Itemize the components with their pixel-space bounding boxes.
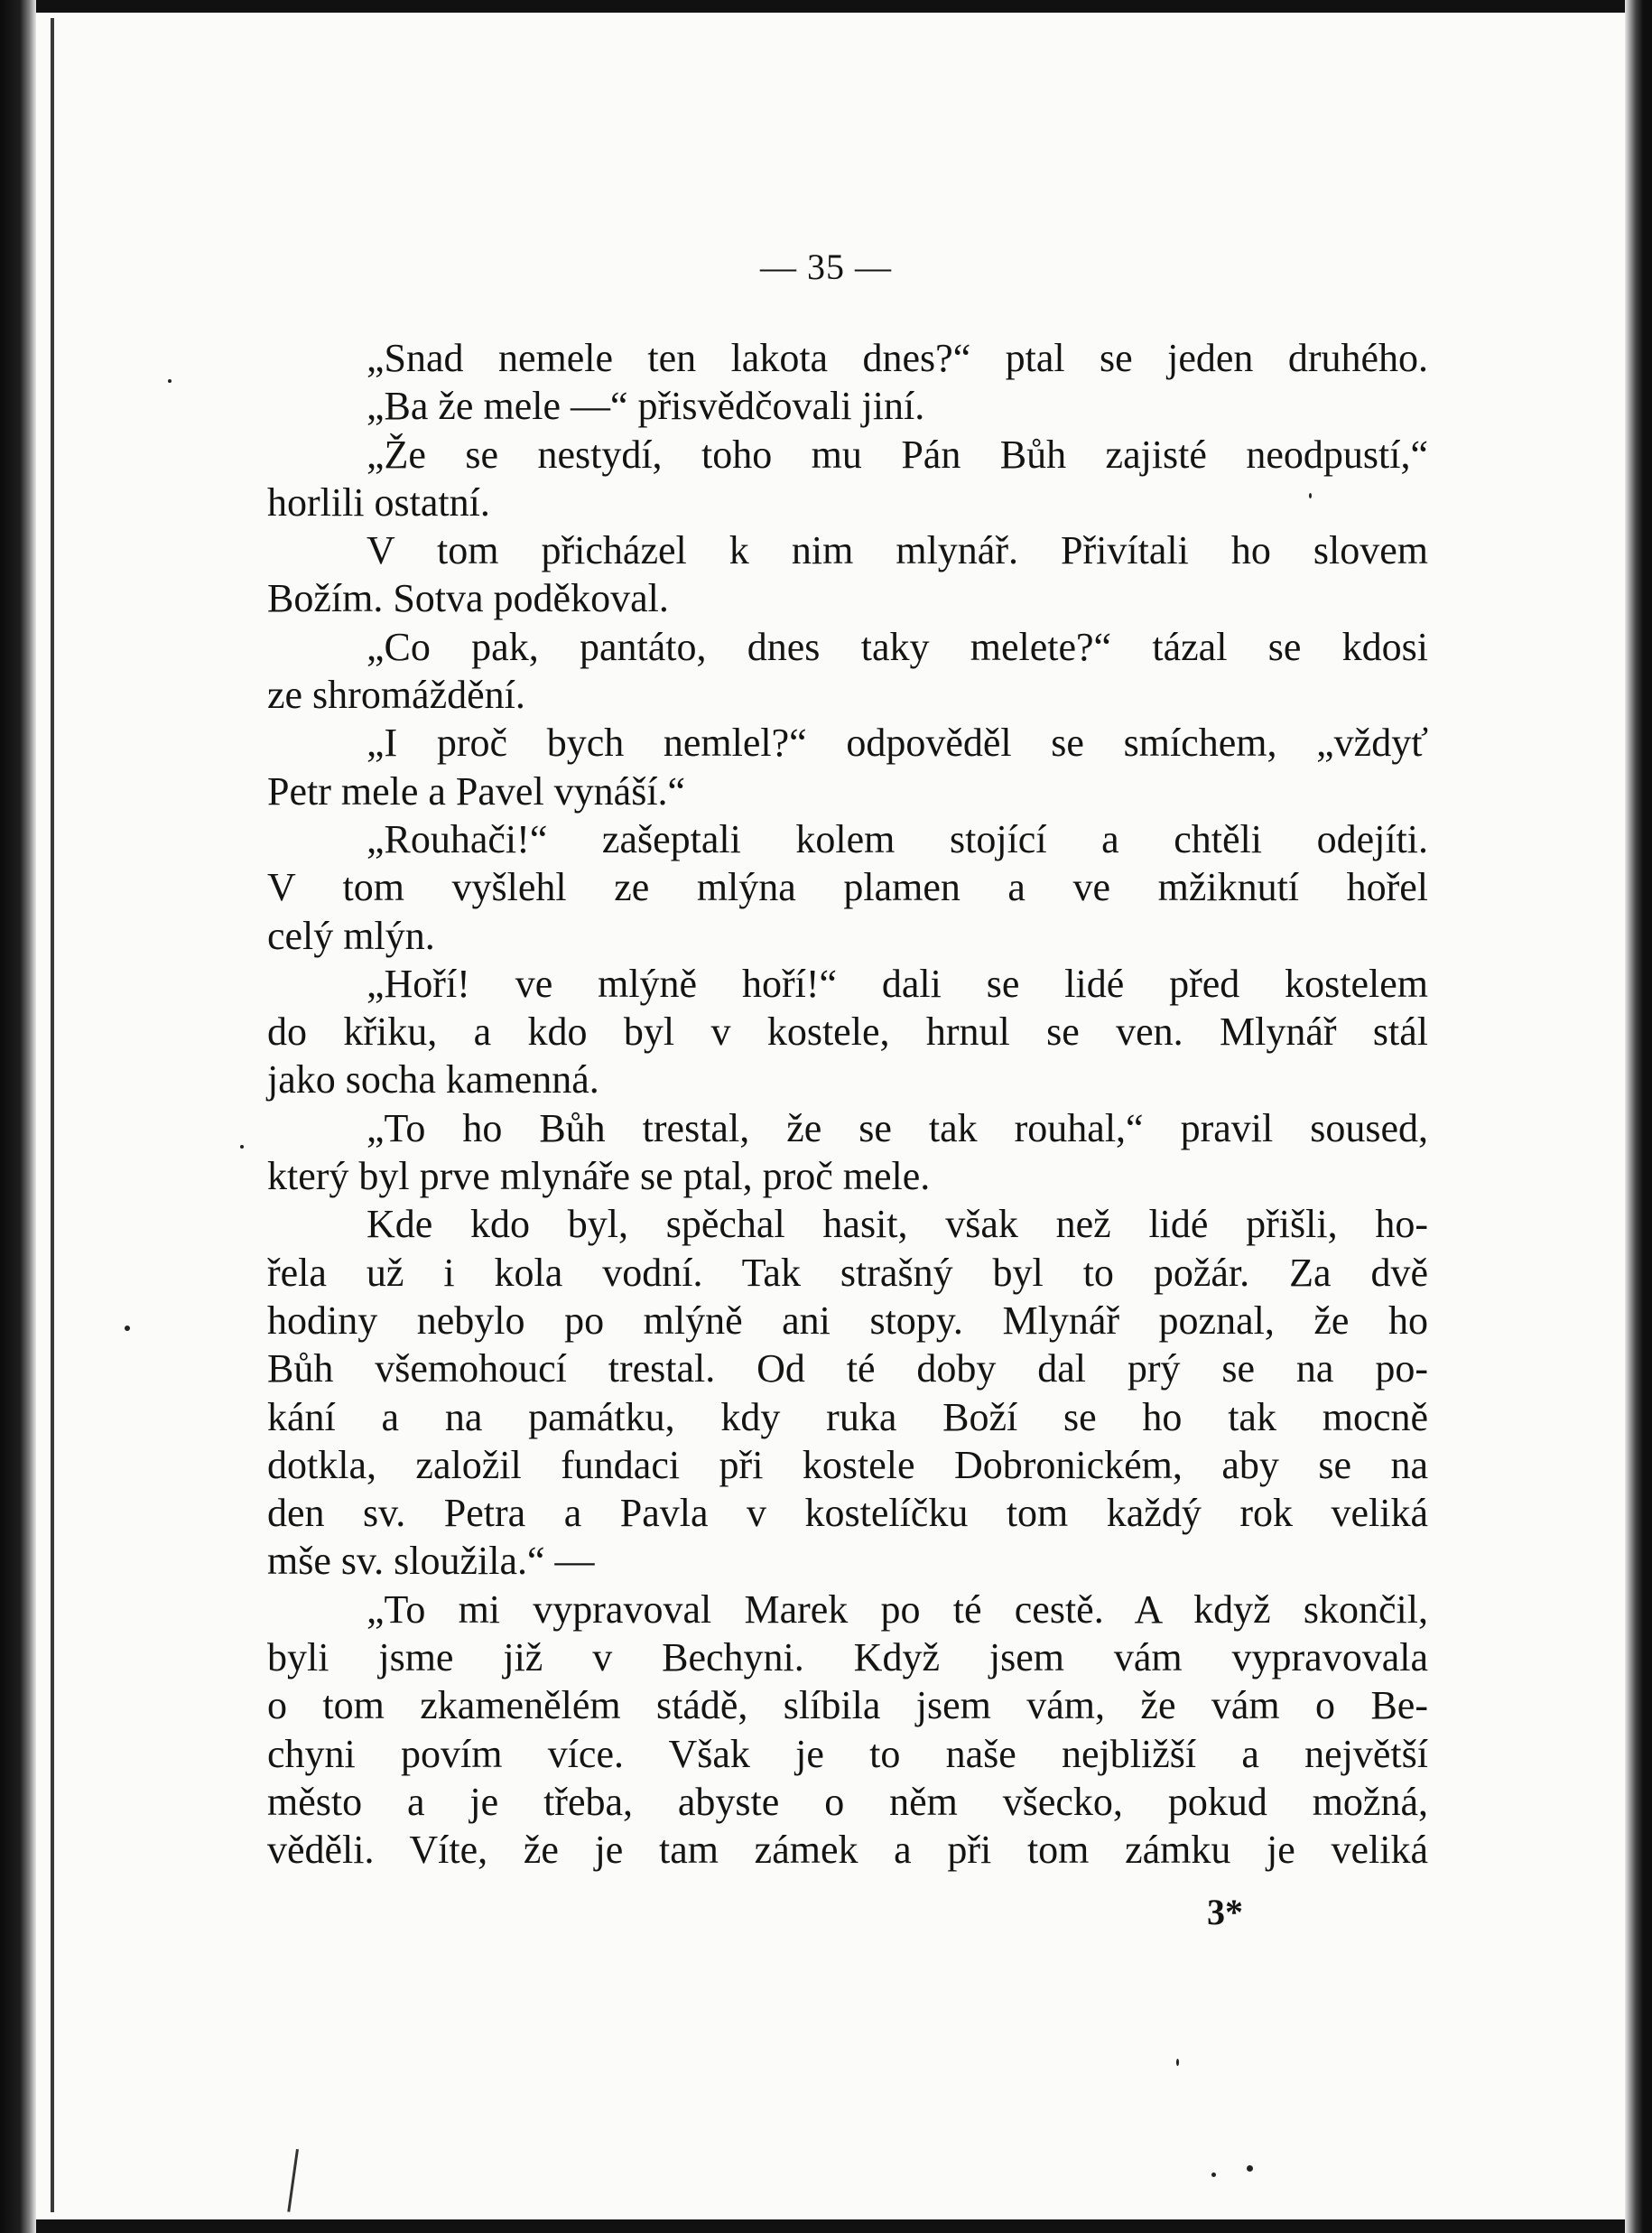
text-line: řela už i kola vodní. Tak strašný byl to požár. Za dvě	[267, 1250, 1428, 1295]
text-line: do křiku, a kdo byl v kostele, hrnul se ven. Mlynář stál	[267, 1010, 1428, 1055]
book-spine-shadow	[0, 0, 36, 2233]
text-line: Bůh všemohoucí trestal. Od té doby dal prý se na po-	[267, 1346, 1428, 1391]
spine-line	[51, 18, 54, 2212]
text-line: V tom vyšlehl ze mlýna plamen a ve mžiknutí hořel	[267, 865, 1428, 910]
text-line: město a je třeba, abyste o něm všecko, pokud možná,	[267, 1779, 1428, 1824]
scan-speck	[1247, 2165, 1253, 2172]
scan-border-top	[0, 0, 1652, 13]
text-line: ze shromáždění.	[267, 673, 525, 718]
text-line: byli jsme již v Bechyni. Když jsem vám vypravovala	[267, 1635, 1428, 1680]
text-line: Petr mele a Pavel vynáší.“	[267, 768, 686, 814]
scan-border-bottom	[0, 2219, 1652, 2233]
scan-speck	[168, 379, 172, 383]
scan-speck	[125, 1326, 130, 1331]
text-line: „Ba že mele —“ přisvědčovali jiní.	[367, 384, 925, 429]
text-line: jako socha kamenná.	[267, 1057, 599, 1103]
text-line: „Co pak, pantáto, dnes taky melete?“ tázal se kdosi	[367, 624, 1428, 669]
signature-mark: 3*	[1207, 1892, 1243, 1932]
text-line: mše sv. sloužila.“ —	[267, 1539, 595, 1584]
text-line: „Hoří! ve mlýně hoří!“ dali se lidé před kostelem	[367, 961, 1428, 1006]
text-line: dotkla, založil fundaci při kostele Dobronickém, aby se na	[267, 1442, 1428, 1487]
text-line: den sv. Petra a Pavla v kostelíčku tom každý rok veliká	[267, 1491, 1428, 1536]
scan-speck	[240, 1145, 244, 1149]
scan-border-right	[1625, 0, 1652, 2233]
text-line: celý mlýn.	[267, 913, 435, 958]
text-line: „Snad nemele ten lakota dnes?“ ptal se jeden druhého.	[367, 336, 1428, 380]
text-line: Božím. Sotva poděkoval.	[267, 576, 669, 621]
text-line: kání a na památku, kdy ruka Boží se ho tak mocně	[267, 1394, 1428, 1439]
text-line: Kde kdo byl, spěchal hasit, však než lidé přišli, ho-	[367, 1202, 1428, 1247]
page-number: — 35 —	[760, 247, 892, 287]
text-line: „To mi vypravoval Marek po té cestě. A když skončil,	[367, 1586, 1428, 1632]
text-line: „Že se nestydí, toho mu Pán Bůh zajisté neodpustí,“	[367, 432, 1428, 477]
text-line: V tom přicházel k nim mlynář. Přivítali ho slovem	[367, 528, 1428, 573]
scan-speck	[1211, 2173, 1216, 2177]
text-line: chyni povím více. Však je to naše nejbližší a největší	[267, 1731, 1428, 1776]
text-line: „To ho Bůh trestal, že se tak rouhal,“ pravil soused,	[367, 1105, 1428, 1150]
scan-speck	[1309, 493, 1312, 498]
text-line: „I proč bych nemlel?“ odpověděl se smíchem, „vždyť	[367, 721, 1428, 766]
text-line: o tom zkamenělém stádě, slíbila jsem vám, že vám o Be-	[267, 1683, 1428, 1728]
scan-speck	[1176, 2059, 1179, 2066]
text-line: který byl prve mlynáře se ptal, proč mele.	[267, 1154, 931, 1199]
text-line: věděli. Víte, že je tam zámek a při tom zámku je veliká	[267, 1828, 1428, 1873]
page-body-text	[267, 334, 1428, 1875]
text-line: „Rouhači!“ zašeptali kolem stojící a chtěli odejíti.	[367, 816, 1428, 861]
text-line: hodiny nebylo po mlýně ani stopy. Mlynář poznal, že ho	[267, 1298, 1428, 1343]
text-line: horlili ostatní.	[267, 479, 490, 525]
